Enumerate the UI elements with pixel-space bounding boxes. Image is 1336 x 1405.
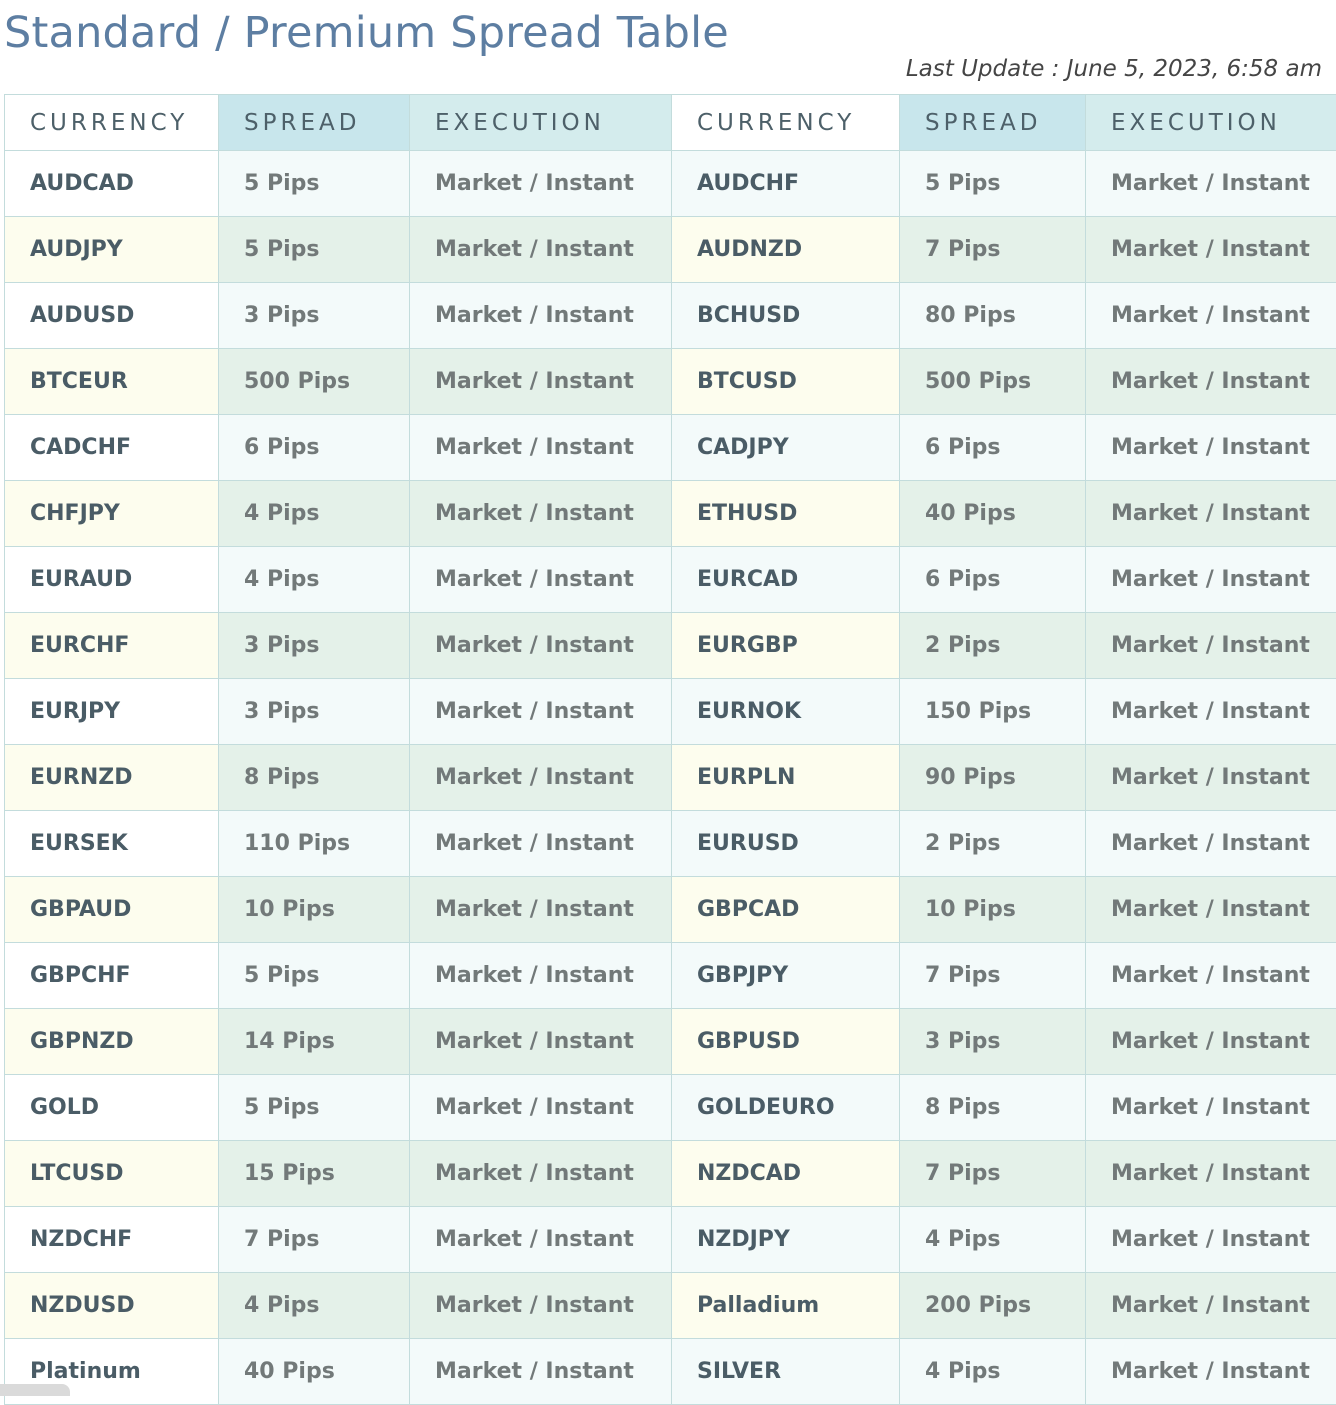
- currency-cell: BTCUSD: [672, 349, 900, 415]
- execution-cell: Market / Instant: [410, 1339, 672, 1405]
- table-row: [5, 415, 1336, 481]
- spread-cell: 3 Pips: [219, 283, 410, 349]
- execution-cell: Market / Instant: [410, 1273, 672, 1339]
- spread-cell: 10 Pips: [900, 877, 1086, 943]
- execution-cell: Market / Instant: [410, 1075, 672, 1141]
- execution-cell: Market / Instant: [1086, 217, 1336, 283]
- spread-cell: 5 Pips: [219, 151, 410, 217]
- currency-cell: GBPJPY: [672, 943, 900, 1009]
- currency-cell: GBPCHF: [5, 943, 219, 1009]
- spread-cell: 7 Pips: [900, 943, 1086, 1009]
- currency-cell: EURJPY: [5, 679, 219, 745]
- currency-cell: NZDJPY: [672, 1207, 900, 1273]
- currency-cell: CADJPY: [672, 415, 900, 481]
- table-row: [5, 151, 1336, 217]
- spread-cell: 80 Pips: [900, 283, 1086, 349]
- execution-cell: Market / Instant: [1086, 1141, 1336, 1207]
- currency-cell: Palladium: [672, 1273, 900, 1339]
- currency-cell: ETHUSD: [672, 481, 900, 547]
- spread-cell: 4 Pips: [900, 1207, 1086, 1273]
- currency-cell: LTCUSD: [5, 1141, 219, 1207]
- table-row: [5, 1075, 1336, 1141]
- spread-cell: 40 Pips: [900, 481, 1086, 547]
- currency-cell: BCHUSD: [672, 283, 900, 349]
- spread-cell: 8 Pips: [219, 745, 410, 811]
- spread-cell: 10 Pips: [219, 877, 410, 943]
- currency-cell: NZDCAD: [672, 1141, 900, 1207]
- last-update-text: Last Update : June 5, 2023, 6:58 am: [906, 56, 1322, 82]
- currency-cell: NZDUSD: [5, 1273, 219, 1339]
- execution-cell: Market / Instant: [410, 481, 672, 547]
- spread-cell: 7 Pips: [900, 217, 1086, 283]
- spread-cell: 2 Pips: [900, 811, 1086, 877]
- table-row: [5, 943, 1336, 1009]
- spread-cell: 4 Pips: [219, 547, 410, 613]
- execution-cell: Market / Instant: [410, 679, 672, 745]
- currency-cell: AUDCAD: [5, 151, 219, 217]
- spread-cell: 150 Pips: [900, 679, 1086, 745]
- execution-cell: Market / Instant: [1086, 283, 1336, 349]
- table-row: [5, 1141, 1336, 1207]
- execution-cell: Market / Instant: [410, 613, 672, 679]
- currency-cell: EURCHF: [5, 613, 219, 679]
- table-row: [5, 745, 1336, 811]
- execution-cell: Market / Instant: [1086, 877, 1336, 943]
- currency-cell: GBPUSD: [672, 1009, 900, 1075]
- currency-cell: GBPCAD: [672, 877, 900, 943]
- currency-cell: AUDUSD: [5, 283, 219, 349]
- spread-cell: 5 Pips: [219, 943, 410, 1009]
- spread-cell: 4 Pips: [219, 1273, 410, 1339]
- currency-cell: AUDNZD: [672, 217, 900, 283]
- column-header-spread: SPREAD: [219, 95, 410, 151]
- execution-cell: Market / Instant: [1086, 1273, 1336, 1339]
- spread-cell: 4 Pips: [900, 1339, 1086, 1405]
- spread-cell: 8 Pips: [900, 1075, 1086, 1141]
- currency-cell: EURUSD: [672, 811, 900, 877]
- currency-cell: CHFJPY: [5, 481, 219, 547]
- spread-cell: 90 Pips: [900, 745, 1086, 811]
- column-header-execution: EXECUTION: [410, 95, 672, 151]
- execution-cell: Market / Instant: [1086, 811, 1336, 877]
- spread-cell: 14 Pips: [219, 1009, 410, 1075]
- execution-cell: Market / Instant: [410, 547, 672, 613]
- spread-cell: 2 Pips: [900, 613, 1086, 679]
- execution-cell: Market / Instant: [410, 1207, 672, 1273]
- spread-cell: 5 Pips: [900, 151, 1086, 217]
- execution-cell: Market / Instant: [1086, 745, 1336, 811]
- column-header-spread: SPREAD: [900, 95, 1086, 151]
- spread-cell: 6 Pips: [219, 415, 410, 481]
- spread-cell: 4 Pips: [219, 481, 410, 547]
- spread-cell: 7 Pips: [219, 1207, 410, 1273]
- scrollbar-thumb[interactable]: [0, 1384, 70, 1396]
- table-header-row: [5, 95, 1336, 151]
- currency-cell: GOLD: [5, 1075, 219, 1141]
- table-row: [5, 1339, 1336, 1405]
- table-row: [5, 613, 1336, 679]
- spread-cell: 15 Pips: [219, 1141, 410, 1207]
- execution-cell: Market / Instant: [410, 1009, 672, 1075]
- execution-cell: Market / Instant: [1086, 415, 1336, 481]
- currency-cell: EURGBP: [672, 613, 900, 679]
- currency-cell: EURCAD: [672, 547, 900, 613]
- currency-cell: BTCEUR: [5, 349, 219, 415]
- currency-cell: EURNOK: [672, 679, 900, 745]
- execution-cell: Market / Instant: [410, 151, 672, 217]
- spread-cell: 5 Pips: [219, 217, 410, 283]
- spread-cell: 3 Pips: [219, 613, 410, 679]
- spread-cell: 6 Pips: [900, 547, 1086, 613]
- spread-cell: 3 Pips: [219, 679, 410, 745]
- currency-cell: AUDCHF: [672, 151, 900, 217]
- spread-cell: 7 Pips: [900, 1141, 1086, 1207]
- execution-cell: Market / Instant: [410, 1141, 672, 1207]
- execution-cell: Market / Instant: [410, 943, 672, 1009]
- table-row: [5, 811, 1336, 877]
- table-row: [5, 349, 1336, 415]
- execution-cell: Market / Instant: [1086, 1009, 1336, 1075]
- execution-cell: Market / Instant: [1086, 481, 1336, 547]
- spread-cell: 200 Pips: [900, 1273, 1086, 1339]
- column-header-execution: EXECUTION: [1086, 95, 1336, 151]
- currency-cell: NZDCHF: [5, 1207, 219, 1273]
- execution-cell: Market / Instant: [410, 745, 672, 811]
- currency-cell: EURPLN: [672, 745, 900, 811]
- execution-cell: Market / Instant: [410, 283, 672, 349]
- spread-cell: 6 Pips: [900, 415, 1086, 481]
- currency-cell: GBPNZD: [5, 1009, 219, 1075]
- currency-cell: SILVER: [672, 1339, 900, 1405]
- execution-cell: Market / Instant: [410, 811, 672, 877]
- execution-cell: Market / Instant: [410, 877, 672, 943]
- currency-cell: AUDJPY: [5, 217, 219, 283]
- currency-cell: Platinum: [5, 1339, 219, 1405]
- table-row: [5, 877, 1336, 943]
- table-row: [5, 1273, 1336, 1339]
- execution-cell: Market / Instant: [410, 349, 672, 415]
- spread-cell: 5 Pips: [219, 1075, 410, 1141]
- table-row: [5, 283, 1336, 349]
- currency-cell: GOLDEURO: [672, 1075, 900, 1141]
- execution-cell: Market / Instant: [1086, 943, 1336, 1009]
- table-row: [5, 679, 1336, 745]
- currency-cell: EURSEK: [5, 811, 219, 877]
- currency-cell: GBPAUD: [5, 877, 219, 943]
- execution-cell: Market / Instant: [1086, 349, 1336, 415]
- currency-cell: EURAUD: [5, 547, 219, 613]
- table-row: [5, 1009, 1336, 1075]
- execution-cell: Market / Instant: [410, 415, 672, 481]
- execution-cell: Market / Instant: [1086, 613, 1336, 679]
- column-header-currency: CURRENCY: [672, 95, 900, 151]
- execution-cell: Market / Instant: [1086, 1075, 1336, 1141]
- spread-cell: 500 Pips: [900, 349, 1086, 415]
- column-header-currency: CURRENCY: [5, 95, 219, 151]
- execution-cell: Market / Instant: [410, 217, 672, 283]
- execution-cell: Market / Instant: [1086, 1207, 1336, 1273]
- page-title: Standard / Premium Spread Table: [4, 8, 729, 58]
- table-row: [5, 481, 1336, 547]
- spread-cell: 110 Pips: [219, 811, 410, 877]
- spread-cell: 500 Pips: [219, 349, 410, 415]
- execution-cell: Market / Instant: [1086, 679, 1336, 745]
- execution-cell: Market / Instant: [1086, 151, 1336, 217]
- table-row: [5, 547, 1336, 613]
- spread-cell: 40 Pips: [219, 1339, 410, 1405]
- execution-cell: Market / Instant: [1086, 547, 1336, 613]
- spread-table: [4, 94, 1336, 1405]
- currency-cell: EURNZD: [5, 745, 219, 811]
- execution-cell: Market / Instant: [1086, 1339, 1336, 1405]
- spread-cell: 3 Pips: [900, 1009, 1086, 1075]
- table-row: [5, 217, 1336, 283]
- table-row: [5, 1207, 1336, 1273]
- currency-cell: CADCHF: [5, 415, 219, 481]
